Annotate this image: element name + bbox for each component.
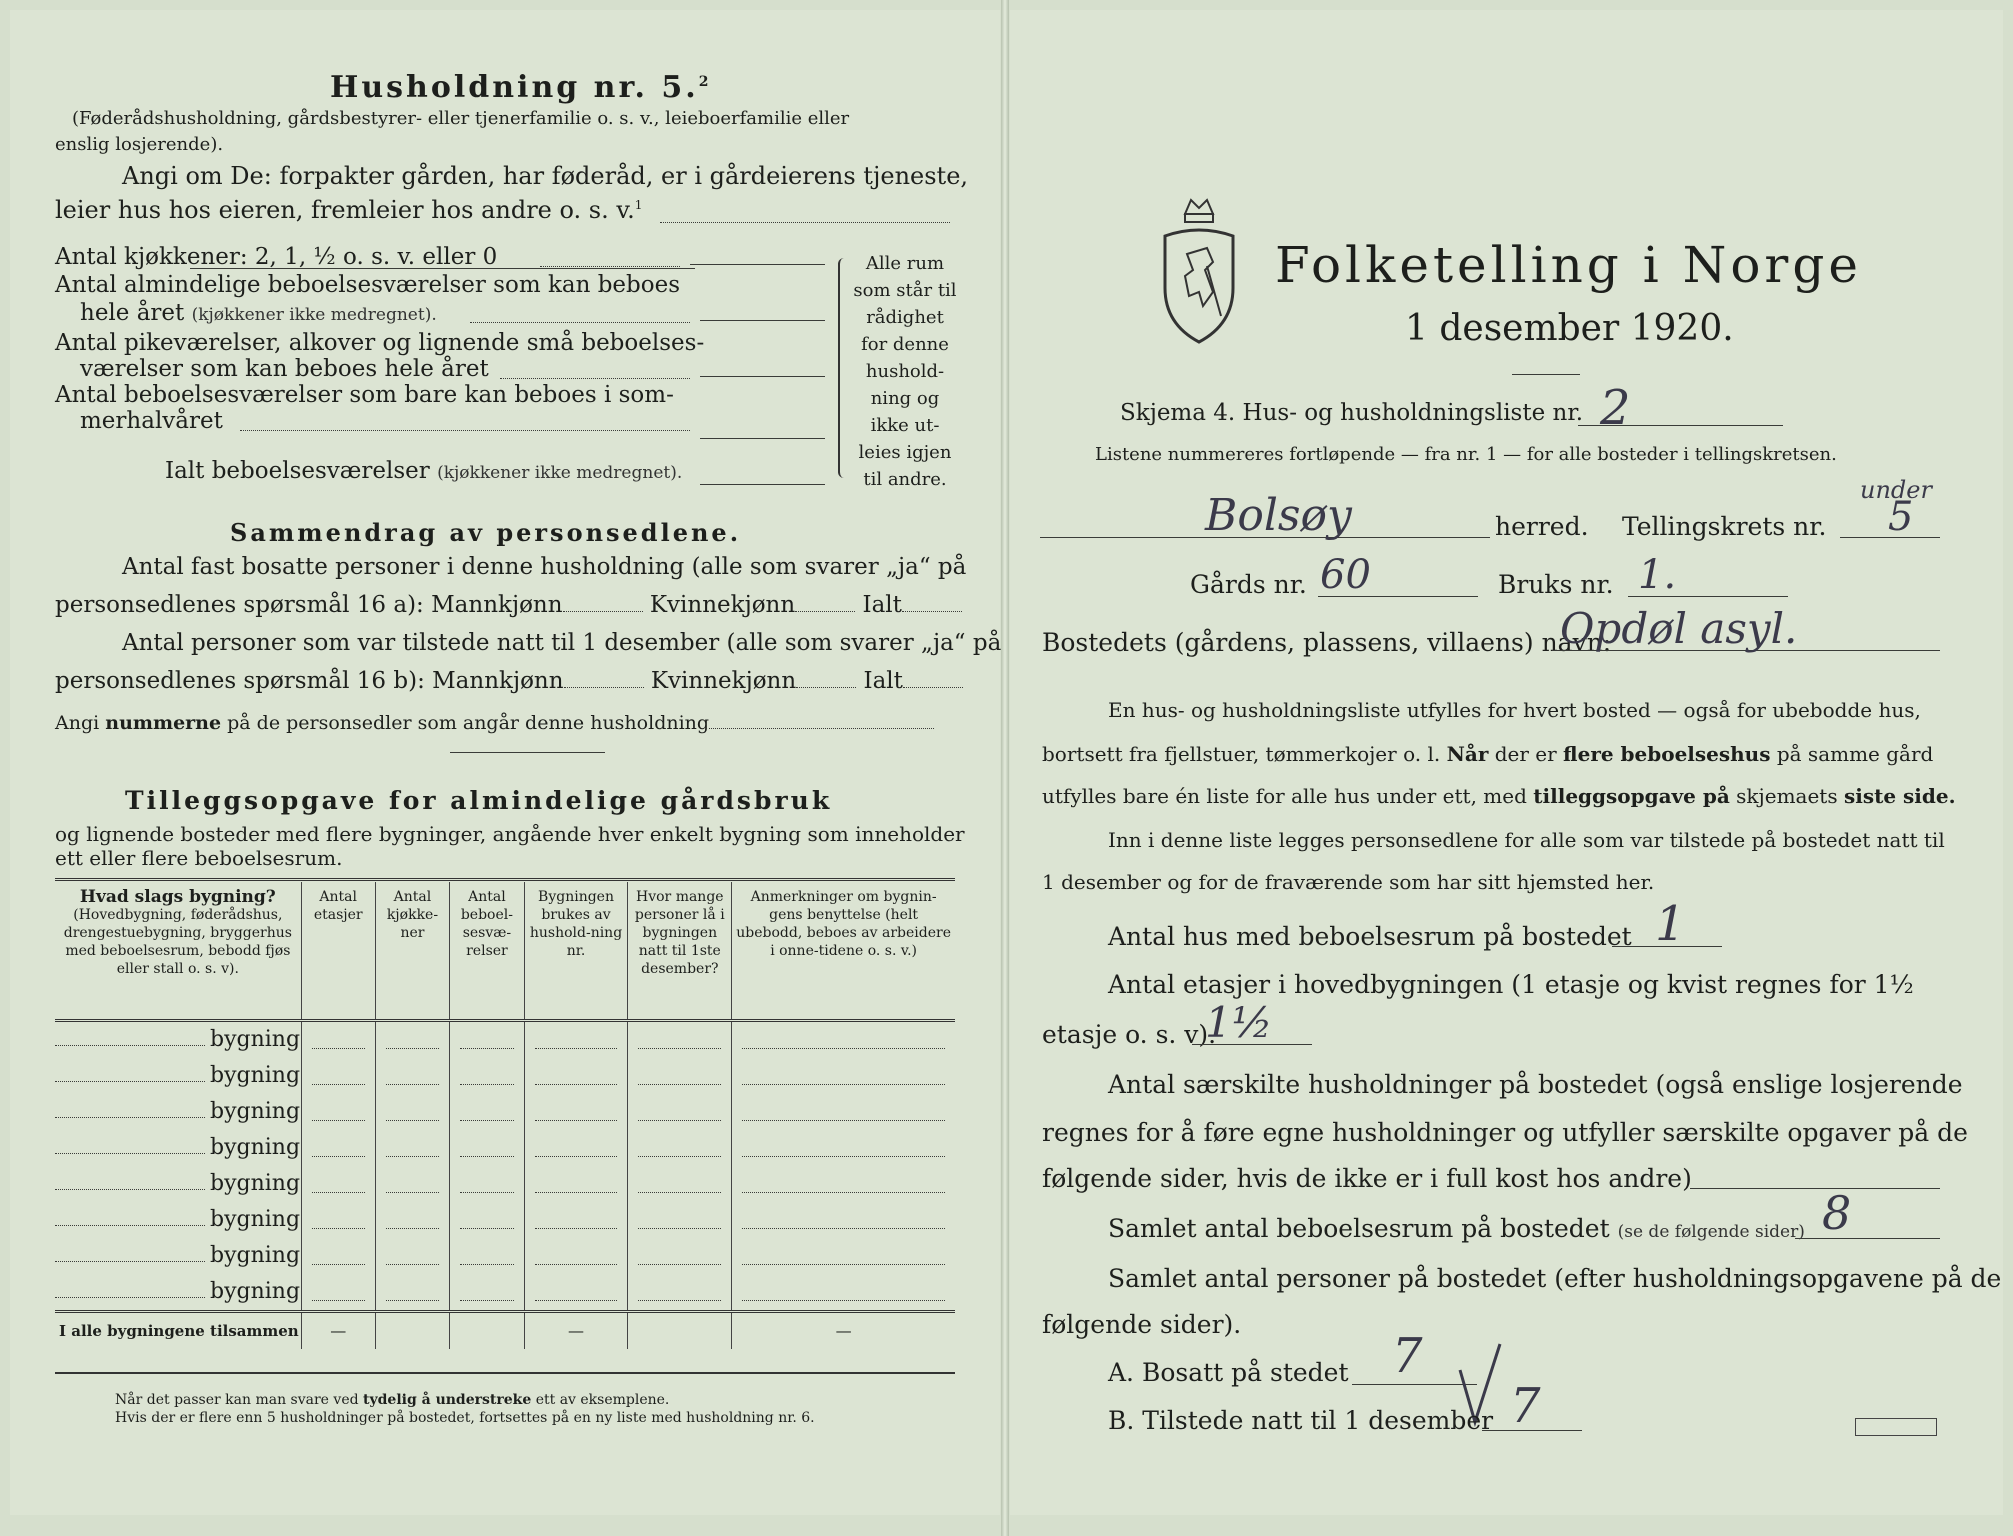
supplement-line-2: ett eller flere beboelsesrum. <box>55 846 343 870</box>
table-cell[interactable] <box>375 1130 449 1166</box>
form-title: Folketelling i Norge <box>1275 236 1862 294</box>
table-cell[interactable] <box>628 1238 732 1274</box>
floors-label-2: etasje o. s. v). <box>1042 1020 1217 1049</box>
table-cell[interactable] <box>732 1094 955 1130</box>
tellingskrets-label: Tellingskrets nr. <box>1622 512 1827 541</box>
building-row-label: bygning <box>210 1171 301 1196</box>
kitchens-dots <box>540 266 680 267</box>
table-cell[interactable] <box>524 1094 628 1130</box>
household-intro-2: enslig losjerende). <box>55 134 224 155</box>
building-type-cell[interactable] <box>55 1130 301 1166</box>
section-divider <box>450 752 605 753</box>
houses-value: 1 <box>1655 896 1686 952</box>
total-persons-label-2: følgende sider). <box>1042 1310 1242 1339</box>
building-row-label: bygning <box>210 1135 301 1160</box>
rooms-question-b: hele året (kjøkkener ikke medregnet). <box>80 300 437 326</box>
table-total-cell[interactable]: — <box>301 1311 375 1349</box>
table-cell[interactable] <box>375 1094 449 1130</box>
summary-line-1b: personsedlenes spørsmål 16 a): Mannkjønn Kvinnekjønn Ialt <box>55 592 962 618</box>
building-row-label: bygning <box>210 1243 301 1268</box>
room-note-line: rådighet <box>866 307 944 328</box>
kitchens-question: Antal kjøkkener: 2, 1, ½ o. s. v. eller 0 <box>55 244 498 270</box>
maid-rooms-answer-line <box>700 376 825 377</box>
table-cell[interactable] <box>524 1020 628 1058</box>
gards-value: 60 <box>1320 552 1371 598</box>
summary-title: Sammendrag av personsedlene. <box>230 518 742 547</box>
table-total-cell[interactable] <box>450 1311 525 1349</box>
footnote-1: Når det passer kan man svare ved tydelig å understreke ett av eksemplene. <box>115 1392 670 1408</box>
table-cell[interactable] <box>301 1130 375 1166</box>
table-cell[interactable] <box>524 1202 628 1238</box>
table-cell[interactable] <box>628 1020 732 1058</box>
footnote-2: Hvis der er flere enn 5 husholdninger på bostedet, fortsettes på en ny liste med husholdning nr. 6. <box>115 1410 815 1426</box>
table-cell[interactable] <box>450 1238 525 1274</box>
table-cell[interactable] <box>524 1058 628 1094</box>
building-row-label: bygning <box>210 1063 301 1088</box>
instruction-line-2: bortsett fra fjellstuer, tømmerkojer o. l. Når der er flere beboelseshus på samme gård <box>1042 742 1934 766</box>
table-top-border <box>55 878 955 881</box>
table-cell[interactable] <box>450 1274 525 1312</box>
table-row <box>55 1238 955 1274</box>
table-cell[interactable] <box>375 1202 449 1238</box>
households-label-2: regnes for å føre egne husholdninger og utfyller særskilte opgaver på de <box>1042 1118 1968 1147</box>
table-cell[interactable] <box>375 1020 449 1058</box>
summer-rooms-question-b: merhalvåret <box>80 408 223 434</box>
building-row-label: bygning <box>210 1099 301 1124</box>
household-intro: (Føderådshusholdning, gårdsbestyrer- eller tjenerfamilie o. s. v., leieboerfamilie eller <box>72 108 850 129</box>
building-type-cell[interactable] <box>55 1202 301 1238</box>
table-cell[interactable] <box>524 1130 628 1166</box>
building-type-cell[interactable] <box>55 1020 301 1058</box>
room-note-line: Alle rum <box>865 253 945 274</box>
table-cell[interactable] <box>628 1094 732 1130</box>
table-header-5: Hvor mange personer lå i bygningen natt til 1ste desember? <box>628 882 732 1020</box>
building-type-cell[interactable] <box>55 1274 301 1312</box>
table-row <box>55 1166 955 1202</box>
table-cell[interactable] <box>732 1130 955 1166</box>
rooms-dots <box>470 322 690 323</box>
supplement-title: Tilleggsopgave for almindelige gårdsbruk <box>125 786 833 815</box>
present-value: 7 <box>1510 1378 1541 1434</box>
numbering-note: Listene nummereres fortløpende — fra nr. 1 — for alle bosteder i tellingskretsen. <box>1095 444 1837 465</box>
table-cell[interactable] <box>301 1058 375 1094</box>
kitchens-answer-line <box>690 264 825 265</box>
table-row <box>55 1094 955 1130</box>
table-header-1: Antal etasjer <box>301 882 375 1020</box>
table-cell[interactable] <box>450 1094 525 1130</box>
table-total-cell[interactable]: — <box>524 1311 628 1349</box>
schema-line: Skjema 4. Hus- og husholdningsliste nr. <box>1120 400 1584 426</box>
table-header-4: Bygningen brukes av hushold-ning nr. <box>524 882 628 1020</box>
total-rooms-answer-line <box>700 484 825 485</box>
building-type-cell[interactable] <box>55 1094 301 1130</box>
table-cell[interactable] <box>524 1238 628 1274</box>
table-row <box>55 1020 955 1058</box>
table-total-cell[interactable] <box>628 1311 732 1349</box>
table-bottom-border <box>55 1372 955 1374</box>
table-total-row <box>55 1311 955 1349</box>
table-cell[interactable] <box>375 1058 449 1094</box>
bruks-label: Bruks nr. <box>1498 570 1614 599</box>
building-row-label: bygning <box>210 1207 301 1232</box>
table-header-2: Antal kjøkke-ner <box>375 882 449 1020</box>
page-fold <box>1001 0 1009 1536</box>
maid-rooms-dots <box>500 378 690 379</box>
table-cell[interactable] <box>301 1094 375 1130</box>
household-heading: Husholdning nr. 5.$^2$ <box>330 70 712 105</box>
angi-line-1: Angi om De: forpakter gården, har føderåd, er i gårdeierens tjeneste, <box>122 162 969 190</box>
table-cell[interactable] <box>732 1020 955 1058</box>
summary-line-2a: Antal personer som var tilstede natt til 1 desember (alle som svarer „ja“ på <box>122 630 1002 656</box>
gards-label: Gårds nr. <box>1190 570 1307 599</box>
brace-line <box>838 258 848 478</box>
table-row <box>55 1274 955 1312</box>
building-row-label: bygning <box>210 1279 301 1304</box>
table-cell[interactable] <box>301 1274 375 1312</box>
instruction-line-1: En hus- og husholdningsliste utfylles for hvert bosted — også for ubebodde hus, <box>1108 698 1921 722</box>
table-cell[interactable] <box>732 1166 955 1202</box>
table-cell[interactable] <box>524 1274 628 1312</box>
table-header-3: Antal beboel-sesvæ-relser <box>450 882 525 1020</box>
room-note-line: ikke ut- <box>870 415 940 436</box>
bosted-value: Opdøl asyl. <box>1560 604 1798 653</box>
room-note <box>850 250 960 493</box>
room-note-line: for denne <box>861 334 949 355</box>
tellingskrets-value: 5 <box>1888 494 1914 540</box>
table-cell[interactable] <box>628 1274 732 1312</box>
table-cell[interactable] <box>375 1274 449 1312</box>
summary-line-3: Angi nummerne på de personsedler som angår denne husholdning <box>55 712 934 734</box>
bosted-label: Bostedets (gårdens, plassens, villaens) navn: <box>1042 628 1612 657</box>
herred-value: Bolsøy <box>1205 490 1352 541</box>
total-persons-label-1: Samlet antal personer på bostedet (efter husholdningsopgavene på de <box>1108 1264 2002 1293</box>
households-answer-line <box>1690 1188 1940 1189</box>
houses-label: Antal hus med beboelsesrum på bostedet <box>1108 922 1632 951</box>
present-label: B. Tilstede natt til 1 desember <box>1108 1406 1494 1435</box>
rooms-question-a: Antal almindelige beboelsesværelser som kan beboes <box>55 272 681 298</box>
table-cell[interactable] <box>450 1020 525 1058</box>
table-cell[interactable] <box>450 1058 525 1094</box>
angi-answer-line <box>660 222 950 223</box>
table-total-cell[interactable] <box>375 1311 449 1349</box>
table-cell[interactable] <box>450 1130 525 1166</box>
table-cell[interactable] <box>301 1166 375 1202</box>
total-rooms-question: Ialt beboelsesværelser (kjøkkener ikke medregnet). <box>165 458 683 484</box>
maid-rooms-question-b: værelser som kan beboes hele året <box>80 356 489 382</box>
room-note-line: som står til <box>853 280 957 301</box>
table-header-6: Anmerkninger om bygnin-gens benyttelse (helt ubebodd, beboes av arbeidere i onne-tidene o. s. v.) <box>732 882 955 1020</box>
summer-rooms-answer-line <box>700 438 825 439</box>
table-row <box>55 1202 955 1238</box>
table-total-cell[interactable]: — <box>732 1311 955 1349</box>
summer-rooms-dots <box>240 430 690 431</box>
schema-number-value: 2 <box>1600 380 1631 436</box>
building-row-label: bygning <box>210 1027 301 1052</box>
instruction-line-5: 1 desember og for de fraværende som har sitt hjemsted her. <box>1042 870 1655 894</box>
room-note-line: hushold- <box>865 361 945 382</box>
rooms-underline <box>190 268 695 269</box>
total-rooms-label: Samlet antal beboelsesrum på bostedet (se de følgende sider) <box>1108 1214 1805 1243</box>
resident-label: A. Bosatt på stedet <box>1108 1358 1349 1387</box>
total-rooms-value: 8 <box>1822 1186 1852 1240</box>
building-type-cell[interactable] <box>55 1058 301 1094</box>
maid-rooms-question-a: Antal pikeværelser, alkover og lignende små beboelses- <box>55 330 705 356</box>
herred-label: herred. <box>1495 512 1589 541</box>
printer-stamp <box>1855 1418 1937 1436</box>
instruction-line-3: utfylles bare én liste for alle hus under ett, med tilleggsopgave på skjemaets siste side. <box>1042 784 1956 808</box>
building-type-cell[interactable] <box>55 1166 301 1202</box>
title-divider <box>1512 374 1580 375</box>
table-cell[interactable] <box>628 1130 732 1166</box>
summary-line-2b: personsedlenes spørsmål 16 b): Mannkjønn Kvinnekjønn Ialt <box>55 668 963 694</box>
table-cell[interactable] <box>732 1238 955 1274</box>
table-cell[interactable] <box>301 1202 375 1238</box>
table-cell[interactable] <box>628 1058 732 1094</box>
table-cell[interactable] <box>301 1020 375 1058</box>
floors-label-1: Antal etasjer i hovedbygningen (1 etasje og kvist regnes for 1½ <box>1108 970 1914 999</box>
table-cell[interactable] <box>450 1202 525 1238</box>
form-date: 1 desember 1920. <box>1405 308 1734 349</box>
coat-of-arms-icon <box>1155 196 1243 346</box>
table-cell[interactable] <box>732 1202 955 1238</box>
room-note-line: til andre. <box>863 469 947 490</box>
table-row <box>55 1058 955 1094</box>
table-cell[interactable] <box>732 1058 955 1094</box>
resident-value: 7 <box>1392 1328 1423 1384</box>
supplement-line-1: og lignende bosteder med flere bygninger, angående hver enkelt bygning som inneholder <box>55 822 965 846</box>
table-total-label: I alle bygningene tilsammen <box>55 1311 301 1349</box>
table-header-0: Hvad slags bygning? (Hovedbygning, føderådshus, drengestuebygning, bryggerhus med beboelsesrum, bebodd fjøs eller stall o. s. v). <box>63 887 292 977</box>
summary-line-1a: Antal fast bosatte personer i denne husholdning (alle som svarer „ja“ på <box>122 554 967 580</box>
table-row <box>55 1130 955 1166</box>
floors-value: 1½ <box>1205 998 1273 1047</box>
room-note-line: leies igjen <box>858 442 952 463</box>
summer-rooms-question-a: Antal beboelsesværelser som bare kan beboes i som- <box>55 382 674 408</box>
instruction-line-4: Inn i denne liste legges personsedlene for alle som var tilstede på bostedet natt til <box>1108 828 1945 852</box>
table-cell[interactable] <box>732 1274 955 1312</box>
table-cell[interactable] <box>301 1238 375 1274</box>
households-label-1: Antal særskilte husholdninger på bostedet (også enslige losjerende <box>1108 1070 1963 1099</box>
table-cell[interactable] <box>375 1238 449 1274</box>
households-label-3: følgende sider, hvis de ikke er i full kost hos andre) <box>1042 1164 1692 1193</box>
tellingskrets-note: under <box>1860 476 1932 504</box>
total-rooms-answer-line <box>1795 1238 1940 1239</box>
table-cell[interactable] <box>375 1166 449 1202</box>
table-cell[interactable] <box>628 1166 732 1202</box>
building-table <box>55 882 955 1349</box>
room-note-line: ning og <box>870 388 940 409</box>
bruks-value: 1. <box>1638 552 1677 598</box>
building-type-cell[interactable] <box>55 1238 301 1274</box>
table-cell[interactable] <box>628 1202 732 1238</box>
table-cell[interactable] <box>450 1166 525 1202</box>
table-cell[interactable] <box>524 1166 628 1202</box>
rooms-answer-line <box>700 320 825 321</box>
angi-line-2: leier hus hos eieren, fremleier hos andre o. s. v.$^1$ <box>55 196 643 224</box>
